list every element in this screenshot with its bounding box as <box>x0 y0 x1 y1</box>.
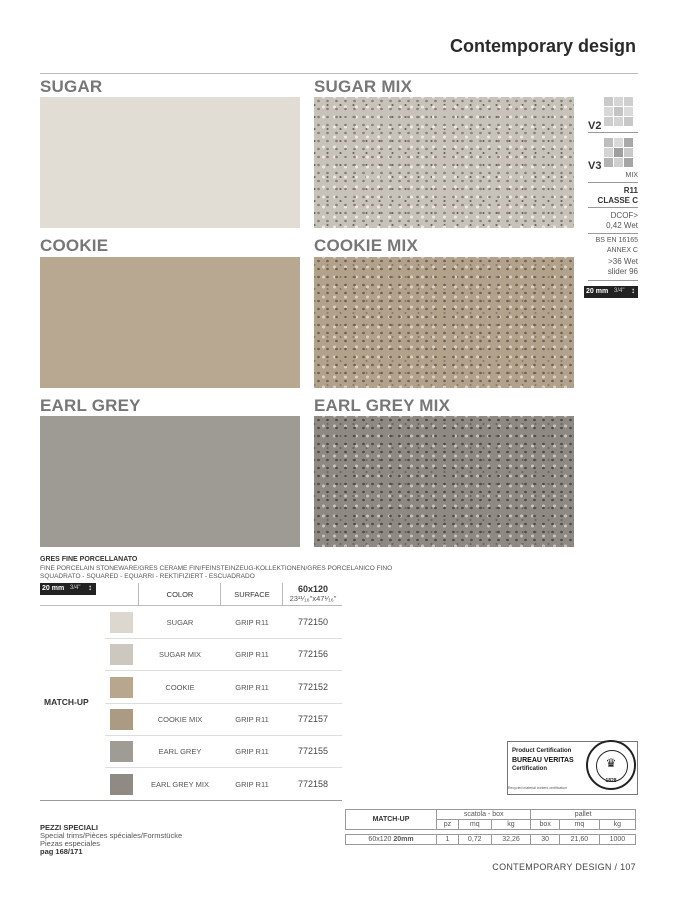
pattern-v2-icon <box>604 97 638 131</box>
table-row <box>105 736 342 768</box>
row-code: 772155 <box>297 746 329 756</box>
thickness-arrow-icon: ↕ <box>631 286 635 295</box>
row-color: SUGAR <box>166 618 194 627</box>
packaging-matchup-header: MATCH-UP <box>346 810 437 830</box>
row-code: 772158 <box>297 779 329 789</box>
row-code: 772150 <box>297 617 329 627</box>
row-surface: GRIP R11 <box>235 683 269 692</box>
slip-rating: R11 <box>623 186 638 195</box>
col-header-size: 60x120 <box>297 584 329 594</box>
special-trims-page-link[interactable]: pag 168/171 <box>40 847 83 856</box>
special-trims-title: PEZZI SPECIALI <box>40 823 98 832</box>
row-code: 772156 <box>297 649 329 659</box>
bs-wet: >36 Wet <box>608 257 638 266</box>
bs-annex: ANNEX C <box>606 247 638 254</box>
side-divider <box>588 207 638 208</box>
pallet-header: pallet <box>531 810 636 820</box>
dcof-value: 0,42 Wet <box>606 221 638 230</box>
bureau-veritas-seal-icon: ♛ 1828 <box>586 740 636 790</box>
table-row <box>105 704 342 736</box>
packaging-size: 60x120 20mm <box>346 835 437 845</box>
row-surface: GRIP R11 <box>235 618 269 627</box>
color-swatch <box>110 774 133 795</box>
col-header-surface: SURFACE <box>234 590 270 599</box>
table-thickness-badge: 20 mm 3/4" ↕ <box>40 583 96 595</box>
color-swatch <box>110 741 133 762</box>
side-divider <box>588 280 638 281</box>
slip-class: CLASSE C <box>597 196 638 205</box>
col-header-color: COLOR <box>166 590 194 599</box>
edge-description: SQUADRATO - SQUARED - EQUARRI - REKTIFIZIERT - ESCUADRADO <box>40 573 255 580</box>
tile-image-sugar-mix <box>314 97 574 228</box>
v3-label: V3 <box>588 160 602 172</box>
header-divider <box>40 73 638 74</box>
row-code: 772152 <box>297 682 329 692</box>
v2-label: V2 <box>588 120 602 132</box>
color-swatch <box>110 612 133 633</box>
tile-label-earl-grey: EARL GREY <box>40 396 141 415</box>
tile-image-cookie <box>40 257 300 388</box>
row-color: COOKIE <box>165 683 195 692</box>
table-row <box>105 607 342 639</box>
match-up-label: MATCH-UP <box>44 697 89 707</box>
dcof-label: DCOF> <box>610 211 638 220</box>
tile-label-cookie: COOKIE <box>40 236 109 255</box>
material-description: FINE PORCELAIN STONEWARE/GRES CERAME FIN/FEINSTEINZEUG-KOLLEKTIONEN/GRES PORCELANICO FINO <box>40 565 393 572</box>
mix-label: MIX <box>625 172 638 179</box>
table-row <box>105 672 342 704</box>
tile-label-cookie-mix: COOKIE MIX <box>314 236 419 255</box>
packaging-table: MATCH-UP scatola - box pallet pz mq kg box mq kg 60x120 20mm 1 0,72 32,26 30 21,60 1000 <box>345 809 636 845</box>
tile-image-sugar <box>40 97 300 228</box>
tile-label-earl-grey-mix: EARL GREY MIX <box>314 396 451 415</box>
table-row <box>105 769 342 801</box>
tile-label-sugar: SUGAR <box>40 77 103 96</box>
row-color: SUGAR MIX <box>158 650 202 659</box>
material-title: GRES FINE PORCELLANATO <box>40 556 138 563</box>
row-surface: GRIP R11 <box>235 650 269 659</box>
special-trims-translations: Special trims/Pièces spéciales/Formstücke <box>40 831 183 840</box>
table-row <box>105 639 342 671</box>
row-color: EARL GREY <box>158 747 202 756</box>
row-surface: GRIP R11 <box>235 715 269 724</box>
tile-image-earl-grey <box>40 416 300 547</box>
thickness-badge: 20 mm 3/4" ↕ <box>584 286 638 298</box>
tile-label-sugar-mix: SUGAR MIX <box>314 77 413 96</box>
page-footer: CONTEMPORARY DESIGN / 107 <box>492 862 636 872</box>
row-surface: GRIP R11 <box>235 747 269 756</box>
bs-standard: BS EN 16165 <box>595 237 638 244</box>
pattern-v3-icon <box>604 138 638 172</box>
side-divider <box>588 182 638 183</box>
bs-slider: slider 96 <box>607 267 638 276</box>
tile-image-cookie-mix <box>314 257 574 388</box>
color-swatch <box>110 677 133 698</box>
side-divider <box>588 233 638 234</box>
page-title: Contemporary design <box>449 36 636 56</box>
table-divider <box>40 605 342 606</box>
row-color: COOKIE MIX <box>157 715 203 724</box>
color-swatch <box>110 644 133 665</box>
side-divider <box>588 132 638 133</box>
color-swatch <box>110 709 133 730</box>
tile-image-earl-grey-mix <box>314 416 574 547</box>
row-surface: GRIP R11 <box>235 780 269 789</box>
certification-box: Product Certification BUREAU VERITAS Certification Recycled material content certification ♛ 1828 <box>507 741 638 795</box>
thickness-arrow-icon: ↕ <box>88 583 92 592</box>
row-color: EARL GREY MIX <box>151 780 209 789</box>
special-trims-spanish: Piezas especiales <box>40 839 101 848</box>
col-header-size-inch: 23¹¹⁄₁₆"x47¹⁄₁₆" <box>289 594 337 603</box>
row-code: 772157 <box>297 714 329 724</box>
box-header: scatola - box <box>437 810 531 820</box>
